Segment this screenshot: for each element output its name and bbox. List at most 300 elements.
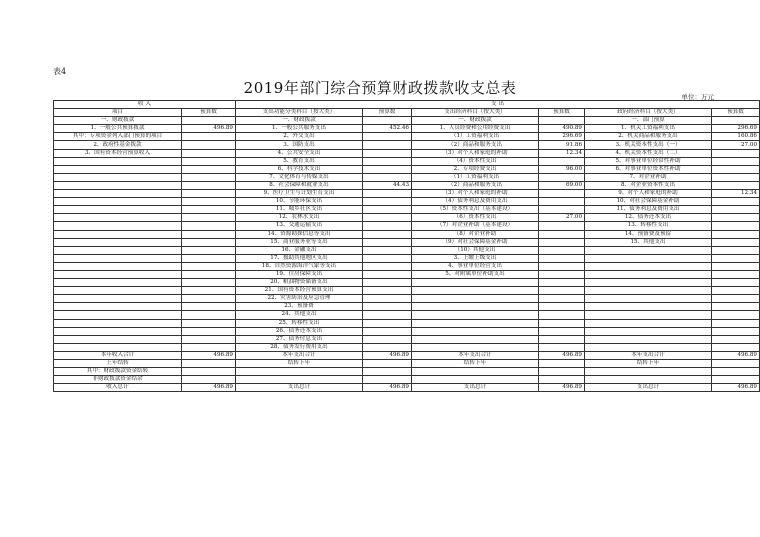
- item-cell: [585, 311, 712, 319]
- amount-cell: [712, 295, 760, 303]
- amount-cell: [363, 360, 412, 368]
- item-cell: [54, 165, 182, 173]
- table-number: 表4: [53, 67, 67, 76]
- income-group-header: 收 入: [54, 101, 236, 109]
- amount-cell: [712, 230, 760, 238]
- table-row: [54, 384, 760, 392]
- item-cell: 15、其他支出: [585, 238, 712, 246]
- item-cell: 11、债务利息及费用支出: [585, 206, 712, 214]
- column-header: 预算数: [539, 109, 585, 117]
- amount-cell: [363, 303, 412, 311]
- amount-cell: [539, 206, 585, 214]
- item-cell: 25、转移性支出: [236, 319, 363, 327]
- table-row: [54, 295, 760, 303]
- amount-cell: [182, 319, 236, 327]
- amount-cell: [363, 173, 412, 181]
- table-row: [54, 287, 760, 295]
- amount-cell: 44.43: [363, 181, 412, 189]
- item-cell: 结转下年: [585, 360, 712, 368]
- amount-cell: [712, 279, 760, 287]
- amount-cell: [363, 368, 412, 376]
- item-cell: [412, 319, 539, 327]
- table-row: [54, 222, 760, 230]
- item-cell: [54, 222, 182, 230]
- item-cell: 2、外交支出: [236, 133, 363, 141]
- table-row: [54, 360, 760, 368]
- table-row: [54, 319, 760, 327]
- amount-cell: 160.86: [712, 133, 760, 141]
- item-cell: [54, 206, 182, 214]
- amount-cell: [182, 206, 236, 214]
- item-cell: （3）对个人和家庭的补助: [412, 149, 539, 157]
- amount-cell: 27.00: [712, 141, 760, 149]
- amount-cell: [363, 262, 412, 270]
- amount-cell: [363, 254, 412, 262]
- amount-cell: [182, 157, 236, 165]
- item-cell: 本年支出合计: [236, 351, 363, 359]
- item-cell: （2）商品和服务支出: [412, 181, 539, 189]
- item-cell: 1、一般公共预算拨款: [54, 125, 182, 133]
- table-row: [54, 173, 760, 181]
- amount-cell: [539, 327, 585, 335]
- item-cell: [412, 295, 539, 303]
- item-cell: 3、国防支出: [236, 141, 363, 149]
- item-cell: 17、援助其他地区支出: [236, 254, 363, 262]
- table-row: [54, 133, 760, 141]
- amount-cell: [539, 295, 585, 303]
- table-row: [54, 246, 760, 254]
- amount-cell: [182, 303, 236, 311]
- amount-cell: [712, 173, 760, 181]
- item-cell: 14、资源勘探信息等支出: [236, 230, 363, 238]
- column-header: 政府经济科目（按大类）: [585, 109, 712, 117]
- item-cell: [585, 319, 712, 327]
- item-cell: [54, 157, 182, 165]
- item-cell: [585, 270, 712, 278]
- item-cell: [585, 343, 712, 351]
- amount-cell: [712, 222, 760, 230]
- item-cell: 一、部门预算: [585, 117, 712, 125]
- amount-cell: [712, 246, 760, 254]
- amount-cell: [182, 173, 236, 181]
- item-cell: 21、国有资本经营预算支出: [236, 287, 363, 295]
- item-cell: 8、社会保障和就业支出: [236, 181, 363, 189]
- item-cell: 19、住房保障支出: [236, 270, 363, 278]
- amount-cell: [539, 270, 585, 278]
- item-cell: （10）其他支出: [412, 246, 539, 254]
- amount-cell: [182, 117, 236, 125]
- item-cell: 2、机关商品和服务支出: [585, 133, 712, 141]
- item-cell: [54, 343, 182, 351]
- amount-cell: [712, 262, 760, 270]
- item-cell: [54, 311, 182, 319]
- item-cell: [585, 368, 712, 376]
- item-cell: [412, 335, 539, 343]
- item-cell: [54, 238, 182, 246]
- table-row: [54, 141, 760, 149]
- amount-cell: 496.89: [539, 351, 585, 359]
- amount-cell: [363, 190, 412, 198]
- item-cell: 1、机关工资福利支出: [585, 125, 712, 133]
- table-row: [54, 343, 760, 351]
- item-cell: [54, 246, 182, 254]
- amount-cell: 91.86: [539, 141, 585, 149]
- amount-cell: [712, 368, 760, 376]
- amount-cell: [712, 238, 760, 246]
- item-cell: 非财政拨款资金结余: [54, 376, 182, 384]
- column-header: 预算数: [712, 109, 760, 117]
- amount-cell: [363, 117, 412, 125]
- amount-cell: [182, 246, 236, 254]
- amount-cell: [539, 173, 585, 181]
- table-row: [54, 262, 760, 270]
- item-cell: 4、公共安全支出: [236, 149, 363, 157]
- item-cell: [412, 327, 539, 335]
- amount-cell: [182, 270, 236, 278]
- amount-cell: [363, 141, 412, 149]
- item-cell: 一、财政拨款: [236, 117, 363, 125]
- item-cell: 12、农林水支出: [236, 214, 363, 222]
- amount-cell: [182, 181, 236, 189]
- amount-cell: 496.89: [182, 125, 236, 133]
- amount-cell: [712, 198, 760, 206]
- amount-cell: [182, 141, 236, 149]
- table-row: [54, 270, 760, 278]
- item-cell: （5）资本性支出（基本建设）: [412, 206, 539, 214]
- item-cell: 4、机关资本性支出（二）: [585, 149, 712, 157]
- item-cell: 26、债务还本支出: [236, 327, 363, 335]
- amount-cell: [539, 246, 585, 254]
- item-cell: （3）对个人和家庭的补助: [412, 190, 539, 198]
- item-cell: 2、专项经费支出: [412, 165, 539, 173]
- table-row: [54, 165, 760, 173]
- amount-cell: [363, 149, 412, 157]
- table-row: [54, 335, 760, 343]
- amount-cell: [539, 190, 585, 198]
- amount-cell: 296.69: [712, 125, 760, 133]
- item-cell: [585, 254, 712, 262]
- amount-cell: [539, 343, 585, 351]
- amount-cell: [182, 368, 236, 376]
- amount-cell: [363, 343, 412, 351]
- item-cell: 本年收入合计: [54, 351, 182, 359]
- amount-cell: [182, 238, 236, 246]
- amount-cell: [712, 165, 760, 173]
- amount-cell: [539, 238, 585, 246]
- amount-cell: [539, 303, 585, 311]
- item-cell: 4、事业单位经营支出: [412, 262, 539, 270]
- amount-cell: [539, 157, 585, 165]
- item-cell: 1、一般公共服务支出: [236, 125, 363, 133]
- amount-cell: [182, 360, 236, 368]
- item-cell: 27、债务付息支出: [236, 335, 363, 343]
- amount-cell: [182, 311, 236, 319]
- amount-cell: [712, 270, 760, 278]
- column-header: 支出功能分类科目（按大类）: [236, 109, 363, 117]
- amount-cell: [539, 319, 585, 327]
- table-row: [54, 190, 760, 198]
- item-cell: [54, 190, 182, 198]
- item-cell: [54, 214, 182, 222]
- amount-cell: [712, 157, 760, 165]
- amount-cell: [363, 311, 412, 319]
- amount-cell: [182, 262, 236, 270]
- amount-cell: [539, 335, 585, 343]
- item-cell: （4）债务利息及费用支出: [412, 198, 539, 206]
- amount-cell: [363, 287, 412, 295]
- table-row: [54, 181, 760, 189]
- table-row: [54, 327, 760, 335]
- table-row: [54, 198, 760, 206]
- amount-cell: [363, 222, 412, 230]
- item-cell: [412, 279, 539, 287]
- item-cell: [54, 230, 182, 238]
- expense-group-header: 支 出: [236, 101, 760, 109]
- item-cell: 6、对事业单位资本性补助: [585, 165, 712, 173]
- amount-cell: [363, 214, 412, 222]
- table-row: [54, 303, 760, 311]
- item-cell: 10、对社会保障基金补助: [585, 198, 712, 206]
- item-cell: 上年结转: [54, 360, 182, 368]
- amount-cell: [539, 262, 585, 270]
- table-row: [54, 279, 760, 287]
- amount-cell: [712, 360, 760, 368]
- amount-cell: [712, 319, 760, 327]
- amount-cell: [363, 230, 412, 238]
- amount-cell: [363, 319, 412, 327]
- item-cell: [54, 279, 182, 287]
- amount-cell: [539, 376, 585, 384]
- amount-cell: [182, 327, 236, 335]
- amount-cell: [712, 254, 760, 262]
- amount-cell: [363, 198, 412, 206]
- amount-cell: [182, 279, 236, 287]
- item-cell: 11、城乡社区支出: [236, 206, 363, 214]
- amount-cell: [182, 295, 236, 303]
- group-header-row: [54, 101, 760, 109]
- column-header: 预算数: [363, 109, 412, 117]
- item-cell: 5、教育支出: [236, 157, 363, 165]
- item-cell: 1、人员经费和公用经费支出: [412, 125, 539, 133]
- amount-cell: [182, 230, 236, 238]
- amount-cell: [539, 230, 585, 238]
- item-cell: [54, 181, 182, 189]
- amount-cell: [712, 117, 760, 125]
- budget-summary-table: [53, 100, 760, 392]
- item-cell: [54, 262, 182, 270]
- item-cell: [54, 198, 182, 206]
- item-cell: [585, 295, 712, 303]
- amount-cell: [539, 198, 585, 206]
- amount-cell: [182, 287, 236, 295]
- table-row: [54, 368, 760, 376]
- amount-cell: [363, 270, 412, 278]
- item-cell: 28、债务发行费用支出: [236, 343, 363, 351]
- amount-cell: [712, 181, 760, 189]
- item-cell: 其中：财政拨款资金结转: [54, 368, 182, 376]
- amount-cell: [363, 376, 412, 384]
- item-cell: 支出总计: [412, 384, 539, 392]
- amount-cell: [182, 190, 236, 198]
- table-row: [54, 157, 760, 165]
- amount-cell: [712, 343, 760, 351]
- amount-cell: [539, 254, 585, 262]
- item-cell: （7）对企业补助（基本建设）: [412, 222, 539, 230]
- item-cell: 本年支出合计: [412, 351, 539, 359]
- amount-cell: [712, 206, 760, 214]
- amount-cell: 496.89: [363, 384, 412, 392]
- amount-cell: [363, 165, 412, 173]
- amount-cell: [182, 335, 236, 343]
- amount-cell: 27.00: [539, 214, 585, 222]
- item-cell: [54, 327, 182, 335]
- item-cell: 18、自然资源海洋气象等支出: [236, 262, 363, 270]
- table-row: [54, 214, 760, 222]
- item-cell: 13、转移性支出: [585, 222, 712, 230]
- item-cell: （1）工资福利支出: [412, 133, 539, 141]
- column-header-row: [54, 109, 760, 117]
- item-cell: 9、对个人和家庭的补助: [585, 190, 712, 198]
- amount-cell: [539, 360, 585, 368]
- table-row: [54, 351, 760, 359]
- item-cell: 9、医疗卫生与计划生育支出: [236, 190, 363, 198]
- amount-cell: [363, 279, 412, 287]
- amount-cell: [539, 287, 585, 295]
- item-cell: （1）工资福利支出: [412, 173, 539, 181]
- amount-cell: [182, 254, 236, 262]
- item-cell: [54, 270, 182, 278]
- item-cell: [412, 368, 539, 376]
- item-cell: 8、对企业资本性支出: [585, 181, 712, 189]
- item-cell: [412, 376, 539, 384]
- amount-cell: [539, 368, 585, 376]
- item-cell: [585, 335, 712, 343]
- item-cell: [585, 262, 712, 270]
- amount-cell: [539, 279, 585, 287]
- amount-cell: 12.34: [712, 190, 760, 198]
- amount-cell: [539, 222, 585, 230]
- amount-cell: 496.89: [182, 351, 236, 359]
- amount-cell: [363, 238, 412, 246]
- item-cell: 一、财政拨款: [54, 117, 182, 125]
- amount-cell: [182, 376, 236, 384]
- item-cell: [54, 287, 182, 295]
- item-cell: 15、商业服务业等支出: [236, 238, 363, 246]
- amount-cell: [712, 335, 760, 343]
- amount-cell: [182, 343, 236, 351]
- item-cell: [54, 254, 182, 262]
- amount-cell: [182, 198, 236, 206]
- item-cell: [412, 287, 539, 295]
- item-cell: 其中：专项资金列入部门预算的项目: [54, 133, 182, 141]
- unit-label: 单位：万元: [681, 93, 714, 101]
- amount-cell: [712, 214, 760, 222]
- amount-cell: [363, 246, 412, 254]
- amount-cell: [712, 311, 760, 319]
- item-cell: [585, 376, 712, 384]
- item-cell: [585, 327, 712, 335]
- amount-cell: [712, 303, 760, 311]
- item-cell: 23、预备费: [236, 303, 363, 311]
- column-header: 项目: [54, 109, 182, 117]
- item-cell: [236, 368, 363, 376]
- amount-cell: [712, 149, 760, 157]
- table-row: [54, 311, 760, 319]
- item-cell: [54, 295, 182, 303]
- item-cell: 10、节能环保支出: [236, 198, 363, 206]
- table-row: [54, 230, 760, 238]
- item-cell: 本年支出合计: [585, 351, 712, 359]
- table-row: [54, 117, 760, 125]
- item-cell: （6）资本性支出: [412, 214, 539, 222]
- item-cell: 7、文化体育与传媒支出: [236, 173, 363, 181]
- item-cell: 24、其他支出: [236, 311, 363, 319]
- amount-cell: [363, 206, 412, 214]
- item-cell: 13、交通运输支出: [236, 222, 363, 230]
- amount-cell: 96.00: [539, 165, 585, 173]
- item-cell: 20、粮油物资储备支出: [236, 279, 363, 287]
- amount-cell: 12.34: [539, 149, 585, 157]
- item-cell: 6、科学技术支出: [236, 165, 363, 173]
- amount-cell: [363, 157, 412, 165]
- amount-cell: 296.69: [539, 133, 585, 141]
- amount-cell: [182, 165, 236, 173]
- amount-cell: 452.46: [363, 125, 412, 133]
- table-row: [54, 206, 760, 214]
- item-cell: 5、对事业单位经常性补助: [585, 157, 712, 165]
- table-row: [54, 125, 760, 133]
- column-header: 预算数: [182, 109, 236, 117]
- item-cell: 支出总计: [585, 384, 712, 392]
- item-cell: [585, 246, 712, 254]
- amount-cell: [363, 335, 412, 343]
- amount-cell: [182, 133, 236, 141]
- item-cell: 收入总计: [54, 384, 182, 392]
- amount-cell: 69.00: [539, 181, 585, 189]
- item-cell: [54, 319, 182, 327]
- item-cell: 结转下年: [412, 360, 539, 368]
- page-title: 2019年部门综合预算财政拨款收支总表: [243, 79, 517, 97]
- amount-cell: 496.89: [363, 351, 412, 359]
- amount-cell: 490.89: [539, 125, 585, 133]
- item-cell: （8）对企业补助: [412, 230, 539, 238]
- table-row: [54, 238, 760, 246]
- item-cell: 支出总计: [236, 384, 363, 392]
- amount-cell: 496.89: [712, 384, 760, 392]
- item-cell: 16、金融支出: [236, 246, 363, 254]
- amount-cell: [712, 376, 760, 384]
- item-cell: 结转下年: [236, 360, 363, 368]
- table-row: [54, 254, 760, 262]
- item-cell: [412, 311, 539, 319]
- amount-cell: [182, 149, 236, 157]
- item-cell: [236, 376, 363, 384]
- table-row: [54, 376, 760, 384]
- amount-cell: [182, 214, 236, 222]
- item-cell: [585, 303, 712, 311]
- amount-cell: [539, 311, 585, 319]
- amount-cell: 496.89: [712, 351, 760, 359]
- amount-cell: [539, 117, 585, 125]
- column-header: 支出经济科目（按大类）: [412, 109, 539, 117]
- amount-cell: [363, 327, 412, 335]
- amount-cell: [363, 295, 412, 303]
- item-cell: [585, 279, 712, 287]
- amount-cell: [712, 287, 760, 295]
- amount-cell: [712, 327, 760, 335]
- amount-cell: 496.89: [182, 384, 236, 392]
- item-cell: [412, 343, 539, 351]
